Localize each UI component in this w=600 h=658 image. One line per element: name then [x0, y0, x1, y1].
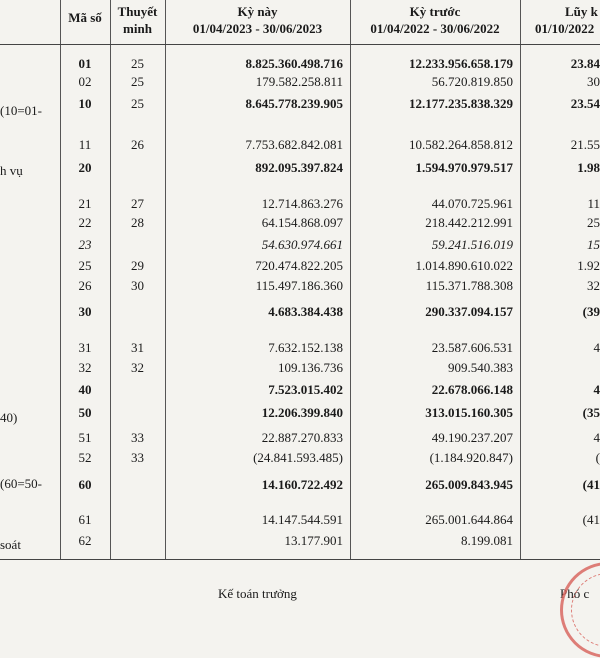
row-code: 25 [78, 258, 92, 273]
row-current-value: 179.582.258.811 [255, 74, 343, 89]
row-current-value: 4.683.384.438 [268, 304, 343, 319]
row-note: 28 [131, 215, 144, 230]
row-note: 29 [131, 258, 144, 273]
row-code: 60 [78, 477, 92, 492]
row-label-fragment: 40) [0, 410, 18, 425]
row-current-value: 22.887.270.833 [261, 430, 343, 445]
row-cumulative-value: 4 [593, 382, 600, 397]
row-prior-value: 313.015.160.305 [425, 405, 513, 420]
row-prior-value: 115.371.788.308 [425, 278, 513, 293]
header-ky-nay-period: 01/04/2023 - 30/06/2023 [192, 21, 323, 36]
row-current-value: 115.497.186.360 [255, 278, 343, 293]
row-code: 10 [78, 96, 92, 111]
row-note: 25 [131, 74, 144, 89]
row-note: 27 [131, 196, 144, 211]
footer-pho: Phó c [560, 586, 590, 601]
row-note: 30 [131, 278, 144, 293]
row-prior-value: 909.540.383 [448, 360, 513, 375]
row-current-value: 7.523.015.402 [268, 382, 343, 397]
row-prior-value: 1.594.970.979.517 [415, 160, 513, 175]
header-minh: minh [123, 21, 152, 36]
row-code: 30 [78, 304, 92, 319]
row-current-value: 109.136.736 [278, 360, 343, 375]
row-cumulative-value: 4 [593, 430, 600, 445]
row-cumulative-value: 4 [593, 340, 600, 355]
row-current-value: 13.177.901 [284, 533, 343, 548]
row-code: 52 [78, 450, 92, 465]
row-prior-value: 22.678.066.148 [431, 382, 513, 397]
row-prior-value: 49.190.237.207 [431, 430, 513, 445]
row-prior-value: 1.014.890.610.022 [415, 258, 513, 273]
row-code: 01 [78, 56, 92, 71]
header-ky-truoc-period: 01/04/2022 - 30/06/2022 [370, 21, 500, 36]
row-prior-value: 12.177.235.838.329 [409, 96, 513, 111]
row-cumulative-value: (39 [582, 304, 600, 319]
row-cumulative-value: (41 [582, 512, 600, 527]
header-ky-truoc: Kỳ trước [409, 4, 461, 19]
row-code: 61 [78, 512, 92, 527]
row-cumulative-value: (35 [582, 405, 600, 420]
row-current-value: 8.825.360.498.716 [245, 56, 343, 71]
row-cumulative-value: 23.54 [570, 96, 600, 111]
row-code: 11 [78, 137, 92, 152]
row-current-value: 8.645.778.239.905 [245, 96, 343, 111]
row-code: 20 [78, 160, 92, 175]
table-bottom-line [0, 559, 600, 560]
row-prior-value: 44.070.725.961 [431, 196, 513, 211]
row-prior-value: 23.587.606.531 [431, 340, 513, 355]
row-cumulative-value: 30 [587, 74, 600, 89]
row-code: 21 [78, 196, 92, 211]
row-code: 32 [78, 360, 92, 375]
row-code: 51 [78, 430, 92, 445]
row-cumulative-value: 32 [587, 278, 600, 293]
header-thuyet: Thuyết [117, 4, 158, 19]
header-ky-nay: Kỳ này [237, 4, 278, 19]
row-note: 25 [131, 96, 144, 111]
header-luy-ke: Lũy k [565, 4, 598, 19]
row-cumulative-value: (41 [582, 477, 600, 492]
row-code: 62 [78, 533, 92, 548]
row-cumulative-value: ( [595, 450, 600, 465]
row-label-fragment: h vụ [0, 163, 23, 178]
row-prior-value: 10.582.264.858.812 [409, 137, 513, 152]
row-note: 33 [131, 430, 144, 445]
row-cumulative-value: 15 [587, 237, 600, 252]
row-prior-value: 265.001.644.864 [425, 512, 513, 527]
row-current-value: (24.841.593.485) [253, 450, 343, 465]
row-prior-value: 8.199.081 [461, 533, 513, 548]
row-current-value: 12.714.863.276 [261, 196, 343, 211]
row-cumulative-value: 23.84 [570, 56, 600, 71]
row-prior-value: 12.233.956.658.179 [409, 56, 513, 71]
row-prior-value: (1.184.920.847) [429, 450, 513, 465]
row-code: 23 [78, 237, 92, 252]
row-note: 31 [131, 340, 144, 355]
row-prior-value: 290.337.094.157 [425, 304, 513, 319]
row-current-value: 54.630.974.661 [261, 237, 343, 252]
row-current-value: 64.154.868.097 [261, 215, 343, 230]
row-note: 32 [131, 360, 144, 375]
row-code: 50 [78, 405, 92, 420]
row-current-value: 12.206.399.840 [261, 405, 343, 420]
row-cumulative-value: 1.92 [577, 258, 600, 273]
header-ma-so: Mã số [68, 10, 102, 25]
row-current-value: 7.753.682.842.081 [245, 137, 343, 152]
row-prior-value: 59.241.516.019 [431, 237, 513, 252]
row-label-fragment: (10=01- [0, 103, 42, 118]
row-cumulative-value: 25 [587, 215, 600, 230]
row-note: 26 [131, 137, 144, 152]
row-cumulative-value: 1.98 [577, 160, 600, 175]
row-cumulative-value: 11 [587, 196, 600, 211]
row-current-value: 7.632.152.138 [268, 340, 343, 355]
row-code: 22 [78, 215, 92, 230]
row-note: 33 [131, 450, 144, 465]
row-current-value: 14.160.722.492 [261, 477, 343, 492]
header-luy-ke-period: 01/10/2022 [535, 21, 595, 36]
row-code: 31 [78, 340, 92, 355]
row-prior-value: 218.442.212.991 [425, 215, 513, 230]
row-code: 26 [78, 278, 92, 293]
row-label-fragment: (60=50- [0, 476, 42, 491]
row-note: 25 [131, 56, 144, 71]
company-seal-stamp [560, 562, 600, 658]
row-prior-value: 56.720.819.850 [431, 74, 513, 89]
header-divider [0, 44, 600, 45]
row-current-value: 892.095.397.824 [255, 160, 343, 175]
row-current-value: 720.474.822.205 [255, 258, 343, 273]
row-prior-value: 265.009.843.945 [425, 477, 513, 492]
row-code: 40 [78, 382, 92, 397]
row-cumulative-value: 21.55 [570, 137, 600, 152]
row-current-value: 14.147.544.591 [261, 512, 343, 527]
footer-ke-toan-truong: Kế toán trưởng [218, 586, 297, 601]
row-code: 02 [78, 74, 92, 89]
row-label-fragment: soát [0, 537, 21, 552]
